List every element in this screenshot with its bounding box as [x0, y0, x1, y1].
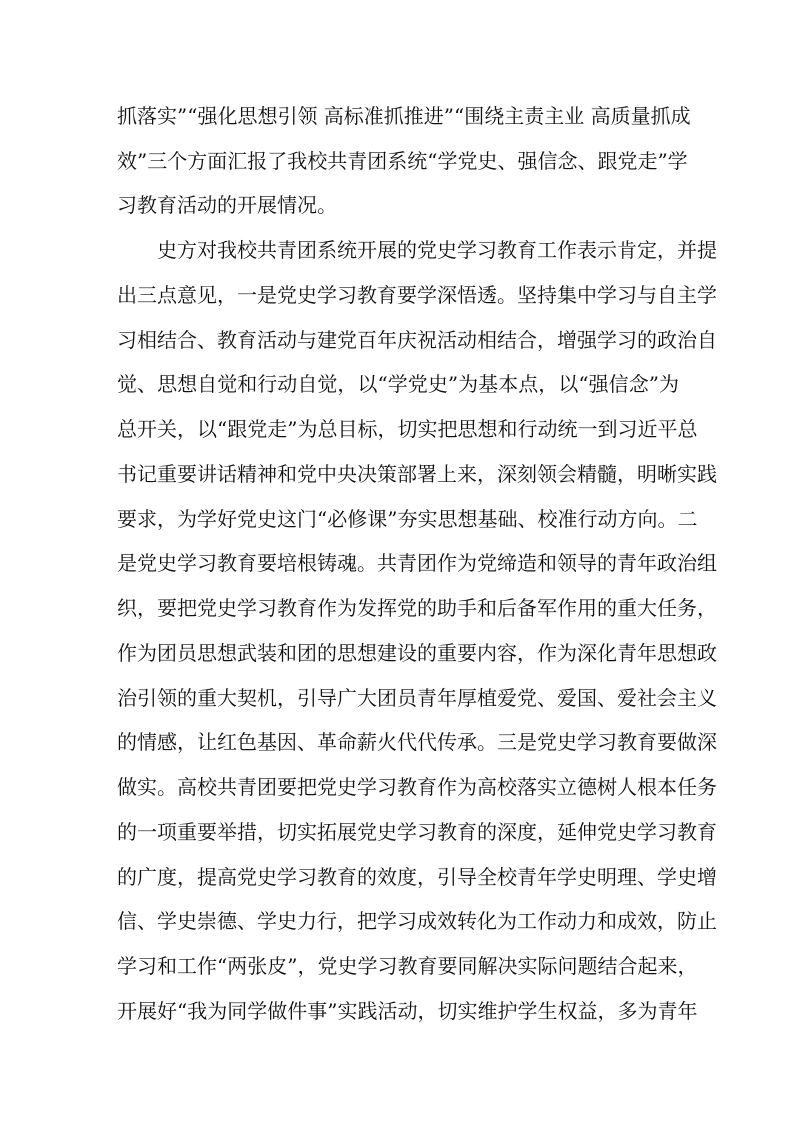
paragraph-line: 织，要把党史学习教育作为发挥党的助手和后备军作用的重大任务，: [117, 596, 717, 620]
paragraph-line: 是党史学习教育要培根铸魂。共青团作为党缔造和领导的青年政治组: [117, 551, 717, 575]
paragraph-line: 效”三个方面汇报了我校共青团系统“学党史、强信念、跟党走”学: [117, 149, 688, 173]
paragraph-line: 治引领的重大契机，引导广大团员青年厚植爱党、爱国、爱社会主义: [117, 686, 717, 710]
paragraph-line: 信、学史崇德、学史力行，把学习成效转化为工作动力和成效，防止: [117, 909, 717, 933]
paragraph-line: 总开关，以“跟党走”为总目标，切实把思想和行动统一到习近平总: [117, 417, 698, 441]
paragraph-line: 习教育活动的开展情况。: [117, 193, 337, 217]
paragraph-line: 的广度，提高党史学习教育的效度，引导全校青年学史明理、学史增: [117, 865, 717, 889]
paragraph-line: 学习和工作“两张皮”，党史学习教育要同解决实际问题结合起来，: [117, 954, 698, 978]
paragraph-line: 作为团员思想武装和团的思想建设的重要内容，作为深化青年思想政: [117, 641, 717, 665]
paragraph-line: 的情感，让红色基因、革命薪火代代传承。三是党史学习教育要做深: [117, 730, 717, 754]
paragraph-line: 觉、思想自觉和行动自觉，以“学党史”为基本点，以“强信念”为: [117, 372, 679, 396]
paragraph-line: 做实。高校共青团要把党史学习教育作为高校落实立德树人根本任务: [117, 775, 717, 799]
paragraph-line: 出三点意见，一是党史学习教育要学深悟透。坚持集中学习与自主学: [117, 283, 717, 307]
paragraph-line: 的一项重要举措，切实拓展党史学习教育的深度，延伸党史学习教育: [117, 820, 717, 844]
paragraph-line: 习相结合、教育活动与建党百年庆祝活动相结合，增强学习的政治自: [117, 328, 717, 352]
paragraph-line: 开展好“我为同学做件事”实践活动，切实维护学生权益，多为青年: [117, 999, 698, 1023]
paragraph-line: 要求，为学好党史这门“必修课”夯实思想基础、校准行动方向。二: [117, 507, 698, 531]
paragraph-line: 书记重要讲话精神和党中央决策部署上来，深刻领会精髓，明晰实践: [117, 462, 717, 486]
paragraph-line: 史方对我校共青团系统开展的党史学习教育工作表示肯定，并提: [157, 238, 717, 262]
paragraph-line: 抓落实”“强化思想引领 高标准抓推进”“围绕主责主业 高质量抓成: [117, 104, 691, 128]
